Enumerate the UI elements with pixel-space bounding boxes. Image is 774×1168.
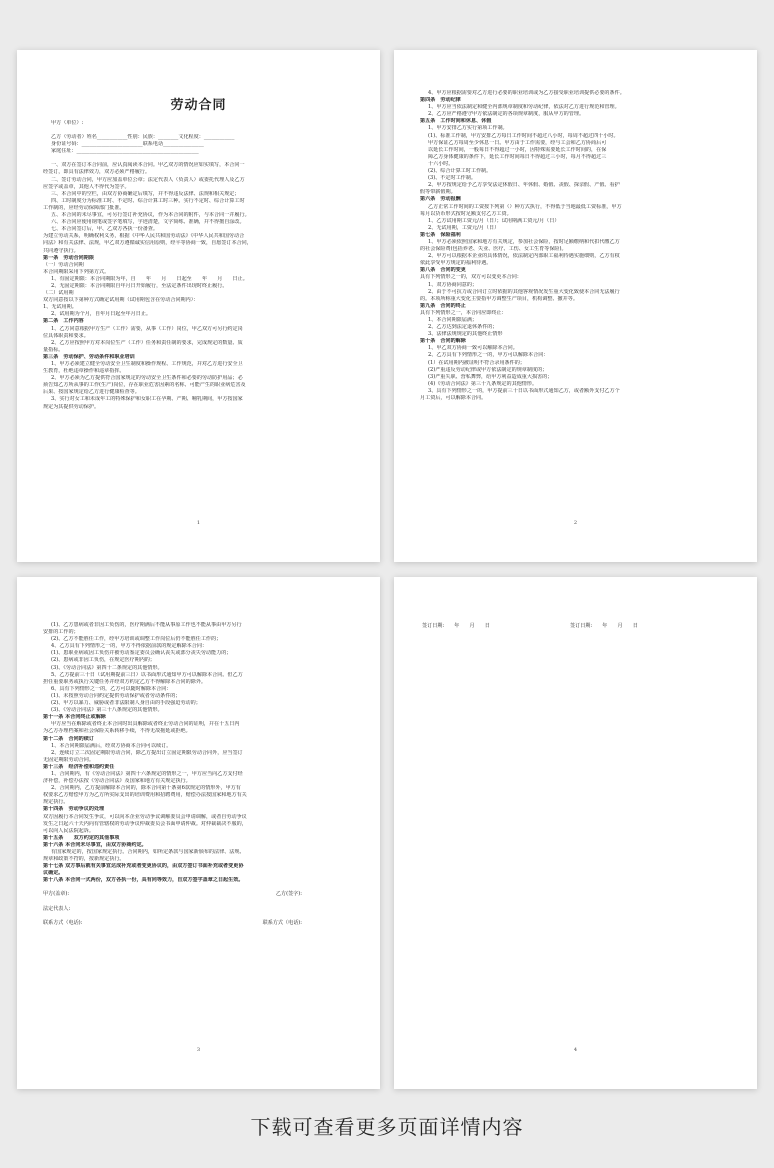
text-line: 4、乙方具有下列情形之一的，甲方不得依据前款的规定解除本合同：: [51, 643, 208, 650]
section-heading: 第五条 工作时间和休息、休假: [420, 118, 492, 125]
text-line: 1、甲方应当依法制定和健全内部规章制度和劳动纪律，依法对乙方进行规范和管理。: [428, 104, 620, 111]
text-line: 双方因履行本合同发生争议，可以向本企业劳动争议调解委员会申请调解，或者自劳动争议: [43, 813, 247, 820]
text-line: 1、甲方安排乙方实行第项工作制。: [428, 125, 508, 132]
text-line: 1、合同期内，有《劳动合同法》第四十六条规定的情形之一，甲方应当向乙方支付经: [51, 770, 243, 777]
text-line: 月工资后，可以解除本合同。: [420, 395, 487, 402]
text-line: 四、工时制度分为标准工时、不定时、综合计算工时三种。实行不定时、综合计算工时: [51, 197, 245, 204]
text-line: 权要求乙方赔偿甲方为乙方所实际支出的培训费用和招聘费用，赔偿办法按国家和地方有关: [43, 792, 247, 799]
text-line: 规定为其提供劳动保护。: [43, 403, 100, 410]
page-content: [43, 120, 362, 411]
signature-row: [43, 920, 362, 927]
text-line: 2、乙方达到法定退休条件的；: [428, 324, 498, 331]
section-heading: 第二条 工作内容: [43, 318, 84, 325]
text-line: 为建立劳动关系，明确权利义务，根据《中华人民共和国劳动法》《中华人民共和国劳动合: [43, 233, 245, 240]
page-title: 劳动合同: [170, 98, 227, 113]
text-line: 3、具有下列情形之一的，甲方提前三十日以书面形式通知乙方，或者额外支付乙方个: [428, 387, 620, 394]
text-line: 1、有固定期限：本合同期限为年，自 年 月 日起至 年 月 日止。: [51, 275, 248, 282]
page-number: 3: [196, 1047, 201, 1053]
text-line: (2)严重违反劳动纪律或甲方依法制定的规章制度的；: [428, 366, 548, 373]
text-line: (3)、《劳动合同法》第四十二条规定的其他情形。: [51, 664, 163, 671]
text-line: 济补偿，补偿办法按《劳动合同法》及国家和地方有关规定执行。: [43, 778, 191, 785]
text-line: 4、甲方应根据需要对乙方进行必要的职业培训或为乙方接受职业培训提供必要的条件。: [428, 90, 625, 96]
text-line: (3)严重失职、营私舞弊，给甲方利益造成重大损害的；: [428, 373, 553, 380]
text-line: 每月以货币形式按时足额支付乙方工资。: [420, 210, 512, 217]
signature-row: [43, 891, 362, 898]
text-line: (4)《劳动合同法》第三十九条规定的其他情形。: [428, 380, 538, 387]
text-line: 后果、按国家规定给乙方进行健康检查等。: [43, 389, 140, 396]
text-line: 发生之日起六十天内向有管辖权的劳动争议仲裁委员会书面申请仲裁。对仲裁裁决不服的，: [43, 820, 247, 827]
text-line: 位具体职责和要求。: [43, 332, 89, 339]
document-page-2: [394, 50, 757, 562]
text-line: 应签字或盖章，其他人不得代为签字。: [43, 183, 130, 190]
text-line: 5、乙方提前三十日（试用期提前三日）以书面形式通知甲方可以解除本合同。但乙方: [51, 671, 243, 678]
text-line: 双方同意按以下第种方式确定试用期（试用期包含在劳动合同期内）：: [43, 297, 199, 304]
text-line: 1、本合同期限届满；: [428, 317, 478, 323]
text-line: 具有下列情形之一的，双方可以变更本合同：: [420, 274, 522, 281]
text-line: 3、实行对女工和未成年工的特殊保护和女职工在孕期、产期、哺乳期间，甲方按国家: [51, 396, 243, 403]
section-heading: 第九条 合同的终止: [420, 302, 466, 309]
text-line: 2、甲方可以根据本企业的具体情况，依法制定内部职工福利待遇实施细则，乙方有权: [428, 253, 620, 260]
text-line: 共同遵守执行。: [43, 247, 79, 254]
text-line: (3)、不定时工作制。: [428, 175, 476, 182]
text-line: [43, 155, 362, 162]
text-line: 无固定期限劳动合同。: [43, 756, 94, 763]
text-line: 甲方应当在解除或者终止本合同时出具解除或者终止劳动合同的证明，并在十五日内: [51, 721, 240, 728]
document-page-3: [17, 577, 380, 1089]
text-line: (2)、乙方不能胜任工作，经甲方培训或调整工作岗位后仍不能胜任工作的；: [51, 636, 222, 643]
text-line: 须告知乙方所从事的工作(生产)岗位，存在职业危害因素的名称、可能产生的职业病危害及: [43, 382, 246, 389]
section-heading: 第三条 劳动保护、劳动条件和职业培训: [43, 353, 135, 360]
text-line: 十六小时。: [428, 160, 454, 167]
text-line: 具有下列情形之一，本合同应即终止：: [420, 309, 507, 316]
text-line: 1、甲乙双方协商一致可以解除本合同。: [428, 345, 518, 352]
section-heading: 第十八条 本合同一式两份，双方各执一份，具有同等效力，自双方签字盖章之日起生效。: [43, 877, 244, 884]
text-line: 乙方（劳动者）姓名____________性别：民族：________文化程度：____________: [51, 134, 235, 141]
text-line: (1)、标准工作制，甲方安排乙方每日工作时间不超过八小时，每周不超过四十小时。: [428, 132, 619, 139]
text-line: 1、无试用期。: [43, 304, 77, 311]
text-line: 工作制的，应经劳动保障部门批准。: [43, 204, 125, 211]
section-heading: 第十四条 劳动争议的处理: [43, 806, 105, 813]
section-heading: 第十七条 双方事后就有关事宜达成补充或者变更协议的，由双方签订书面补充或者变更协: [43, 863, 244, 870]
text-line: 乙方正常工作时间的工资按下列第（）种方式执行，不得低于当地最低工资标准，甲方: [428, 203, 622, 210]
text-line: （二）试用期: [43, 290, 74, 297]
page-number: 1: [196, 520, 201, 526]
signature-row: [43, 906, 362, 913]
text-line: 甲方（单位）:: [51, 120, 84, 126]
text-line: 安排的工作的；: [43, 629, 79, 636]
signing-dates: [422, 622, 739, 629]
text-line: (1)、未按照劳动合同约定提供劳动保护或者劳动条件的；: [51, 692, 181, 699]
text-line: 量指标。: [43, 346, 64, 353]
text-line: 七、本合同签订后，甲、乙双方各执一份备查。: [51, 226, 158, 233]
signature-field-left: 法定代表人:: [43, 905, 71, 912]
text-line: 同法》和有关法律、法规，甲乙双方遵循诚实信用原则，经平等协商一致，自愿签订本合同，: [43, 240, 252, 247]
page-number: 4: [573, 1047, 578, 1053]
signature-field-right: 联系方式（电话):: [262, 919, 302, 926]
text-line: 五、本合同的未尽事宜，可另行签订补充协议，作为本合同的附件，与本合同一并履行。: [51, 212, 250, 219]
text-line: 1、双方协商同意的；: [428, 281, 478, 288]
text-line: 2、乙方具有下列情形之一的，甲方可以解除本合同：: [428, 352, 549, 359]
text-line: 的。本项所称重大变化主要指甲方调整生产项目，机构调整、撤并等。: [420, 295, 578, 302]
signature-field-right: 乙方(签字):: [275, 891, 302, 898]
text-line: 2、甲方必须为乙方提供符合国家规定的劳动安全卫生条件和必要的劳动防护用品；必: [51, 375, 243, 382]
text-line: (1）在试用期内被证明不符合录用条件的；: [428, 359, 525, 366]
text-line: 3、法律法规规定的其他终止情形: [428, 331, 503, 338]
text-line: 2、无试用期，工资元/月（日）: [428, 224, 500, 231]
page-content: [43, 622, 362, 927]
document-page-4: [394, 577, 757, 1089]
section-heading: 第八条 合同的变更: [420, 267, 466, 274]
section-heading: 第一条 劳动合同期限: [43, 254, 94, 261]
text-line: 假等带薪假期。: [420, 189, 456, 196]
text-line: 二、签订劳动合同，甲方应加盖单位公章；法定代表人（负责人）或委托代理人及乙方: [51, 176, 245, 183]
text-line: 甲方保证乙方每周至少休息一日。甲方由于工作需要，经与工会和乙方协商后可: [428, 139, 607, 146]
signature-field-left: 甲方(盖章):: [43, 891, 70, 898]
text-line: 有国家规定的，按国家规定执行。合同期内，如所定条款与国家新颁布的法律、法规、: [51, 849, 245, 855]
text-line: 2、甲方按规定给予乙方享受法定休假日、年休假、婚假、丧假、探亲假、产假、看护: [428, 182, 620, 189]
section-heading: 第六条 劳动报酬: [420, 196, 461, 203]
section-heading: 第十条 合同的解除: [420, 338, 466, 345]
text-line: 为乙方办理档案和社会保险关系转移手续，不得无故拖延或拒绝。: [43, 728, 191, 735]
text-line: 身份证号码：________________________联系电话________________: [51, 141, 204, 148]
text-line: 2、乙方应严格遵守甲方依法制定的各项规章制度，服从甲方的管理。: [428, 111, 585, 118]
text-line: 的社会保险费(包括养老、失业、医疗、工伤、女工生育等保险)。: [420, 246, 567, 253]
text-line: 2、乙方应按照甲方对本岗位生产（工作）任务和责任制的要求，完成规定的数量、质: [51, 339, 243, 346]
section-heading: 第十一条 本合同终止或解除: [43, 714, 106, 721]
text-line: 家庭住址：________________________________________________: [51, 148, 199, 155]
text-line: 以延长工作时间，一般每日不得超过一小时，因特殊需要延长工作时间的，在保: [428, 146, 607, 153]
section-heading: 第十二条 合同的续订: [43, 735, 94, 742]
text-line: 担任重要职务或执行关键任务并经双方约定乙方不得解除本合同的除外。: [43, 678, 207, 685]
text-line: 2、试用期为个月，自年月日起至年月日止。: [51, 311, 152, 318]
text-line: 规定执行。: [43, 799, 69, 806]
text-line: [43, 127, 362, 134]
text-line: (1)、乙方患病或者非因工负伤的，医疗期满后不能从事原工作也不能从事由甲方另行: [51, 622, 242, 628]
signing-date-party-a: 签订日期: 年 月 日: [422, 623, 490, 629]
section-heading: 第十五条 双方约定的其他事项: [43, 834, 120, 841]
text-line: 三、本合同中的空栏，由双方协商确定后填写，并不得违反法律、法规和相关规定；: [51, 190, 240, 197]
text-line: 规章和政策不符的，按新规定执行。: [43, 856, 125, 863]
text-line: 6、具有下列情形之一的，乙方可以随时解除本合同：: [51, 685, 172, 692]
section-heading: 第七条 保险福利: [420, 231, 461, 238]
section-heading: 第十三条 经济补偿和违约责任: [43, 763, 115, 770]
document-page-1: [17, 50, 380, 562]
text-line: 2、合同期内，乙方提前解除本合同的，除本合同第十条第6款规定的情形外，甲方有: [51, 785, 241, 792]
text-line: (3)、《劳动合同法》第三十八条规定的其他情形。: [51, 707, 163, 714]
signature-field-left: 联系方式（电话):: [43, 919, 83, 926]
page-content: [420, 90, 739, 402]
text-line: (2)、患病或非因工负伤，在规定医疗期内的；: [51, 657, 155, 664]
text-line: (1)、患职业病或因工负伤并被劳动鉴定委员会确认丧失或部分丧失劳动能力的；: [51, 650, 232, 657]
text-line: 2、由于不可抗力或合同订立时依据的其他客观情况发生重大变化致使本合同无法履行: [428, 288, 620, 295]
signing-date-party-b: 签订日期: 年 月 日: [570, 623, 638, 629]
text-line: 一、双方在签订本合同前，应认真阅读本合同。甲乙双方的情况应如实填写，本合同一: [51, 162, 245, 169]
text-line: 本合同期限采用下列第方式。: [43, 268, 110, 275]
text-line: 六、本合同应使用钢笔或签字笔填写，字迹清楚，文字简练、准确，并不得擅自涂改。: [51, 219, 245, 226]
text-line: 生教育，杜绝违章操作和违章指挥。: [43, 368, 125, 375]
text-line: (2)、甲方以暴力、威胁或者非法限制人身自由的手段强迫劳动的；: [51, 700, 201, 707]
section-heading: 第十六条 本合同未尽事宜，由双方协商约定。: [43, 841, 147, 848]
section-heading: 议确定。: [43, 870, 64, 877]
text-line: 1、乙方试用期工资元/月（日）；试用期满工资元/月（日）: [428, 217, 560, 224]
page-number: 2: [573, 520, 578, 526]
text-line: 依此享受甲方规定的福利待遇。: [420, 260, 492, 267]
download-more-banner[interactable]: 下载可查看更多页面详情内容: [250, 1115, 524, 1139]
text-line: 1、本合同期限届满后，经双方协商本合同可以续订。: [51, 742, 172, 749]
text-line: (2)、综合计算工时工作制。: [428, 168, 492, 175]
text-line: 经签订，即具有法律效力，双方必须严格履行。: [43, 169, 150, 176]
section-heading: 第四条 劳动纪律: [420, 97, 461, 104]
text-line: 障乙方身体健康的条件下，延长工作时间每日不得超过三小时，每月不得超过三: [428, 153, 607, 160]
text-line: （一）劳动合同期: [43, 261, 84, 268]
text-line: 1、甲方必须依照国家和地方有关规定，参加社会保险，按时足额缴纳和代扣代缴乙方: [428, 238, 620, 245]
text-line: 可以向人民法院起诉。: [43, 827, 94, 834]
text-line: 2、连续订立二次固定期限劳动合同，除乙方提出订立固定期限劳动合同外，应当签订: [51, 749, 243, 756]
text-line: 1、甲方必须建立健全劳动安全卫生制度和操作规程、工作规范，并对乙方进行安全卫: [51, 361, 243, 367]
text-line: 2、无固定期限：本合同期限自年月日开始履行，至法定条件出现时终止履行。: [51, 282, 228, 289]
text-line: 1、乙方同意根据甲方生产（工作）需要，从事（工作）岗位，甲乙双方可另行约定岗: [51, 325, 243, 332]
